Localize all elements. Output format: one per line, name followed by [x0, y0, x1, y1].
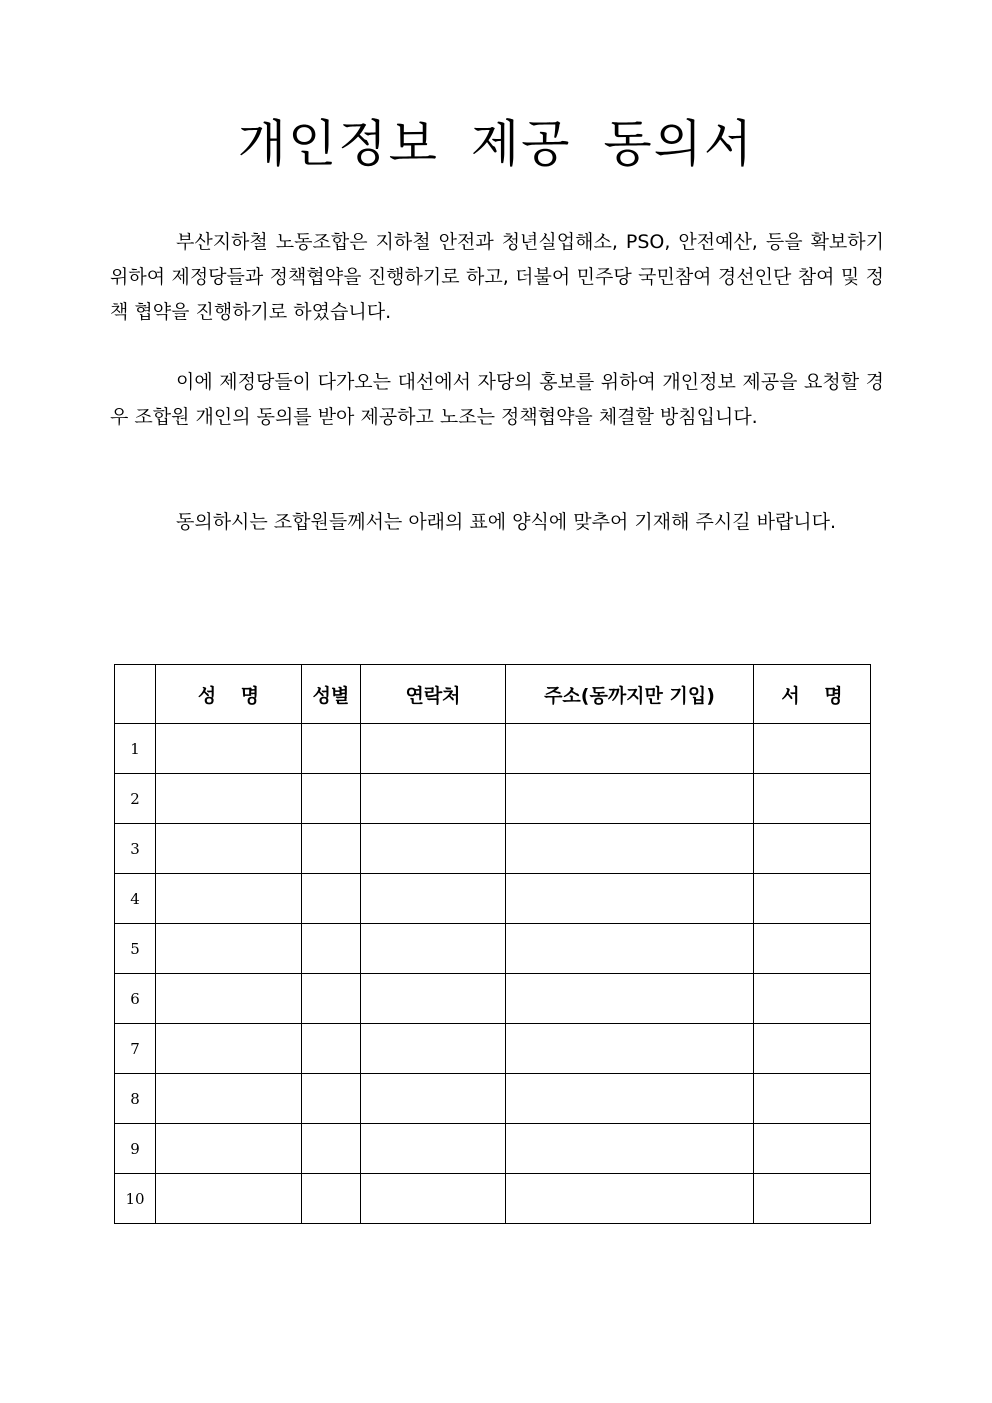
name-cell[interactable]: [156, 774, 302, 824]
address-cell[interactable]: [506, 1124, 754, 1174]
row-number: 2: [115, 774, 156, 824]
contact-cell[interactable]: [361, 924, 506, 974]
signature-cell[interactable]: [754, 1174, 871, 1224]
contact-cell[interactable]: [361, 774, 506, 824]
signature-cell[interactable]: [754, 724, 871, 774]
gender-cell[interactable]: [302, 1024, 361, 1074]
address-cell[interactable]: [506, 774, 754, 824]
row-number: 3: [115, 824, 156, 874]
gender-cell[interactable]: [302, 1124, 361, 1174]
signature-cell[interactable]: [754, 1074, 871, 1124]
contact-cell[interactable]: [361, 974, 506, 1024]
header-name: 성 명: [156, 665, 302, 724]
signature-cell[interactable]: [754, 1024, 871, 1074]
header-gender: 성별: [302, 665, 361, 724]
contact-cell[interactable]: [361, 1024, 506, 1074]
contact-cell[interactable]: [361, 724, 506, 774]
table-row: [115, 874, 871, 924]
row-number: 1: [115, 724, 156, 774]
table-row: [115, 1024, 871, 1074]
contact-cell[interactable]: [361, 1074, 506, 1124]
header-signature: 서 명: [754, 665, 871, 724]
row-number: 7: [115, 1024, 156, 1074]
contact-cell[interactable]: [361, 874, 506, 924]
table-row: [115, 974, 871, 1024]
name-cell[interactable]: [156, 1124, 302, 1174]
name-cell[interactable]: [156, 824, 302, 874]
name-cell[interactable]: [156, 874, 302, 924]
address-cell[interactable]: [506, 924, 754, 974]
table-row: [115, 1174, 871, 1224]
gender-cell[interactable]: [302, 774, 361, 824]
table-row: [115, 1124, 871, 1174]
address-cell[interactable]: [506, 824, 754, 874]
gender-cell[interactable]: [302, 974, 361, 1024]
body-paragraph-2: 이에 제정당들이 다가오는 대선에서 자당의 홍보를 위하여 개인정보 제공을 요청할 경우 조합원 개인의 동의를 받아 제공하고 노조는 정책협약을 체결할 방침입니다.: [110, 371, 884, 428]
row-number: 8: [115, 1074, 156, 1124]
row-number: 5: [115, 924, 156, 974]
address-cell[interactable]: [506, 974, 754, 1024]
header-number: [115, 665, 156, 724]
signature-cell[interactable]: [754, 924, 871, 974]
body-paragraph-1: 부산지하철 노동조합은 지하철 안전과 청년실업해소, PSO, 안전예산, 등을 확보하기 위하여 제정당들과 정책협약을 진행하기로 하고, 더불어 민주당 국민참여 경선인단 참여 및 정책 협약을 진행하기로 하였습니다.: [110, 231, 884, 323]
row-number: 10: [115, 1174, 156, 1224]
address-cell[interactable]: [506, 724, 754, 774]
table-row: [115, 724, 871, 774]
name-cell[interactable]: [156, 924, 302, 974]
page-title: 개인정보 제공 동의서: [237, 115, 755, 173]
consent-table: [114, 664, 871, 1224]
gender-cell[interactable]: [302, 924, 361, 974]
table-row: [115, 1074, 871, 1124]
table-row: [115, 824, 871, 874]
header-address: 주소(동까지만 기입): [506, 665, 754, 724]
name-cell[interactable]: [156, 1174, 302, 1224]
signature-cell[interactable]: [754, 1124, 871, 1174]
signature-cell[interactable]: [754, 824, 871, 874]
contact-cell[interactable]: [361, 1124, 506, 1174]
body-paragraph-3: 동의하시는 조합원들께서는 아래의 표에 양식에 맞추어 기재해 주시길 바랍니다.: [176, 511, 837, 533]
name-cell[interactable]: [156, 974, 302, 1024]
header-contact: 연락처: [361, 665, 506, 724]
gender-cell[interactable]: [302, 1174, 361, 1224]
name-cell[interactable]: [156, 1074, 302, 1124]
signature-cell[interactable]: [754, 774, 871, 824]
address-cell[interactable]: [506, 1074, 754, 1124]
gender-cell[interactable]: [302, 874, 361, 924]
contact-cell[interactable]: [361, 824, 506, 874]
contact-cell[interactable]: [361, 1174, 506, 1224]
signature-cell[interactable]: [754, 974, 871, 1024]
name-cell[interactable]: [156, 1024, 302, 1074]
gender-cell[interactable]: [302, 1074, 361, 1124]
table-row: [115, 774, 871, 824]
row-number: 6: [115, 974, 156, 1024]
address-cell[interactable]: [506, 1024, 754, 1074]
table-header-row: [115, 665, 871, 724]
signature-cell[interactable]: [754, 874, 871, 924]
address-cell[interactable]: [506, 1174, 754, 1224]
name-cell[interactable]: [156, 724, 302, 774]
row-number: 4: [115, 874, 156, 924]
gender-cell[interactable]: [302, 824, 361, 874]
address-cell[interactable]: [506, 874, 754, 924]
table-row: [115, 924, 871, 974]
gender-cell[interactable]: [302, 724, 361, 774]
row-number: 9: [115, 1124, 156, 1174]
